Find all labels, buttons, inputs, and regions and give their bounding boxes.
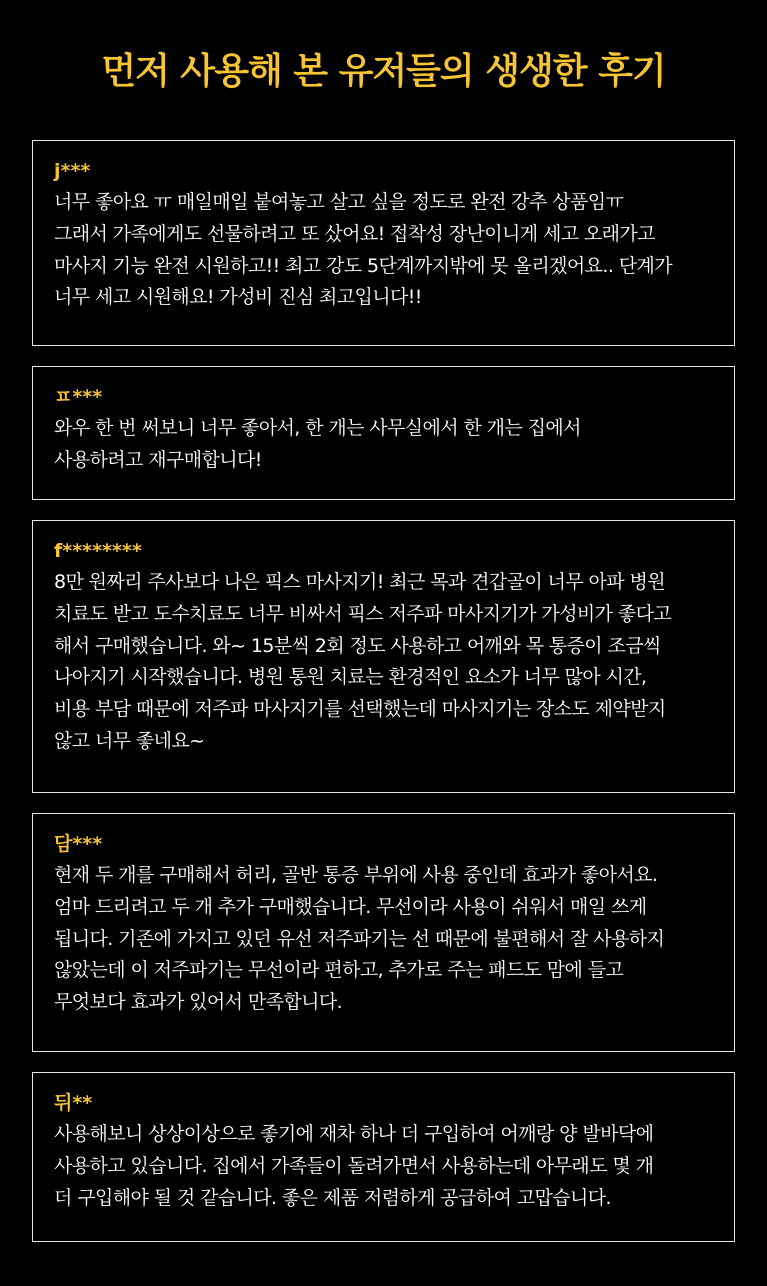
review-text: 너무 좋아요 ㅠ 매일매일 붙여놓고 살고 싶을 정도로 완전 강추 상품임ㅠ 그래서 가족에게도 선물하려고 또 샀어요! 접착성 장난이니게 세고 오래가고 마사지 기능 완전 시원하고!! 최고 강도 5단계까지밖에 못 올리겠어요.. 단계가 너무 세고 시원해요! 가성비 진심 최고입니다!! [54, 191, 672, 309]
review-author: ㅍ*** [54, 386, 103, 408]
review-card [32, 813, 735, 1052]
review-card [32, 520, 735, 793]
review-text: 사용해보니 상상이상으로 좋기에 재차 하나 더 구입하여 어깨랑 양 발바닥에 사용하고 있습니다. 집에서 가족들이 돌려가면서 사용하는데 아무래도 몇 개 더 구입해야 될 것 같습니다. 좋은 제품 저렴하게 공급하여 고맙습니다. [54, 1123, 654, 1209]
review-card [32, 1072, 735, 1242]
review-text: 와우 한 번 써보니 너무 좋아서, 한 개는 사무실에서 한 개는 집에서 사용하려고 재구매합니다! [54, 417, 581, 471]
review-author: 뒤** [54, 1092, 93, 1114]
review-card [32, 140, 735, 346]
review-text: 현재 두 개를 구매해서 허리, 골반 통증 부위에 사용 중인데 효과가 좋아서요. 엄마 드리려고 두 개 추가 구매했습니다. 무선이라 사용이 쉬워서 매일 쓰게 됩니다. 기존에 가지고 있던 유선 저주파기는 선 때문에 불편해서 잘 사용하지 않았는데 이 저주파기는 무선이라 편하고, 추가로 주는 패드도 맘에 들고 무엇보다 효과가 있어서 만족합니다. [54, 864, 665, 1014]
review-list [32, 140, 735, 1262]
review-author: j*** [54, 160, 91, 182]
review-text: 8만 원짜리 주사보다 나은 픽스 마사지기! 최근 목과 견갑골이 너무 아파 병원 치료도 받고 도수치료도 너무 비싸서 픽스 저주파 마사지기가 가성비가 좋다고 해서 구매했습니다. 와~ 15분씩 2회 정도 사용하고 어깨와 목 통증이 조금씩 나아지기 시작했습니다. 병원 통원 치료는 환경적인 요소가 너무 많아 시간, 비용 부담 때문에 저주파 마사지기를 선택했는데 마사지기는 장소도 제약받지 않고 너무 좋네요~ [54, 571, 672, 752]
review-card [32, 366, 735, 500]
review-author: f******** [54, 540, 142, 562]
page-title: 먼저 사용해 본 유저들의 생생한 후기 [101, 51, 666, 92]
review-author: 담*** [54, 833, 103, 855]
